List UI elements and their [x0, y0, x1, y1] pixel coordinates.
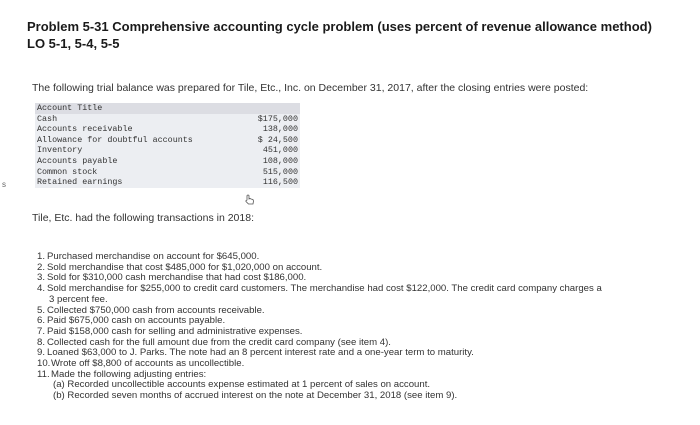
item-text: Sold merchandise that cost $485,000 for $1,020,000 on account. — [47, 261, 323, 273]
item-number: 1. — [37, 251, 46, 262]
account-name: Cash — [37, 113, 58, 124]
item-text: Paid $158,000 cash for selling and administrative expenses. — [47, 325, 303, 337]
table-row — [35, 114, 300, 125]
account-name: Accounts payable — [37, 155, 118, 166]
account-name: Common stock — [37, 166, 98, 177]
item-number: 6. — [37, 315, 46, 327]
transactions-intro: Tile, Etc. had the following transactions in 2018: — [32, 212, 254, 224]
item-text: Sold for $310,000 cash merchandise that had cost $186,000. — [47, 272, 307, 284]
trial-balance-header: Account Title — [35, 103, 300, 114]
item-text: Wrote off $8,800 of accounts as uncollectible. — [51, 358, 245, 370]
account-name: Retained earnings — [37, 177, 123, 188]
account-amount: 108,000 — [262, 155, 298, 166]
account-amount: $ 24,500 — [257, 134, 298, 145]
account-amount: 138,000 — [262, 124, 298, 135]
item-text: Made the following adjusting entries: — [51, 368, 207, 380]
account-amount: $175,000 — [257, 113, 298, 124]
trial-balance-body — [35, 114, 300, 188]
item-number: 4. — [37, 283, 46, 295]
adjustment-item: (b) Recorded seven months of accrued interest on the note at December 31, 2018 (see item 9). — [53, 390, 458, 402]
item-text: Paid $675,000 cash on accounts payable. — [47, 315, 226, 327]
item-number: 7. — [37, 325, 46, 337]
hand-cursor-icon — [244, 194, 256, 206]
item-number: 8. — [37, 336, 46, 348]
edge-mark: s — [2, 180, 6, 189]
account-amount: 515,000 — [262, 166, 298, 177]
item-number: 10. — [37, 358, 51, 370]
item-number: 5. — [37, 304, 46, 316]
transactions-list — [37, 252, 692, 402]
item-text: Collected cash for the full amount due from the credit card company (see item 4). — [47, 336, 391, 348]
problem-title-line1: Problem 5-31 Comprehensive accounting cycle problem (uses percent of revenue allowance method) — [27, 19, 652, 34]
item-number: 11. — [37, 368, 50, 380]
item-text: Collected $750,000 cash from accounts receivable. — [47, 304, 265, 316]
adjustment-item: (a) Recorded uncollectible accounts expense estimated at 1 percent of sales on account. — [53, 379, 431, 391]
item-text: Purchased merchandise on account for $645,000. — [47, 251, 260, 262]
account-name: Inventory — [37, 145, 83, 156]
list-item — [37, 284, 692, 295]
table-row — [35, 135, 300, 146]
intro-text: The following trial balance was prepared for Tile, Etc., Inc. on December 31, 2017, after the closing entries were posted: — [32, 82, 589, 94]
account-name: Allowance for doubtful accounts — [37, 134, 193, 145]
item-text: Loaned $63,000 to J. Parks. The note had an 8 percent interest rate and a one-year term to maturity. — [47, 347, 474, 359]
account-amount: 116,500 — [262, 177, 298, 188]
table-row — [35, 156, 300, 167]
item-number: 9. — [37, 347, 46, 359]
table-row — [35, 145, 300, 156]
account-amount: 451,000 — [262, 145, 298, 156]
table-row — [35, 177, 300, 188]
account-name: Accounts receivable — [37, 124, 133, 135]
item-text: Sold merchandise for $255,000 to credit card customers. The merchandise had cost $122,000. The credit card company charges a — [47, 283, 602, 295]
item-number: 2. — [37, 261, 46, 273]
trial-balance-table — [35, 103, 300, 188]
problem-title — [27, 18, 687, 52]
table-row — [35, 167, 300, 178]
item-continuation: 3 percent fee. — [49, 293, 108, 305]
table-row — [35, 124, 300, 135]
item-number: 3. — [37, 272, 46, 284]
learning-objectives: LO 5-1, 5-4, 5-5 — [27, 36, 120, 51]
